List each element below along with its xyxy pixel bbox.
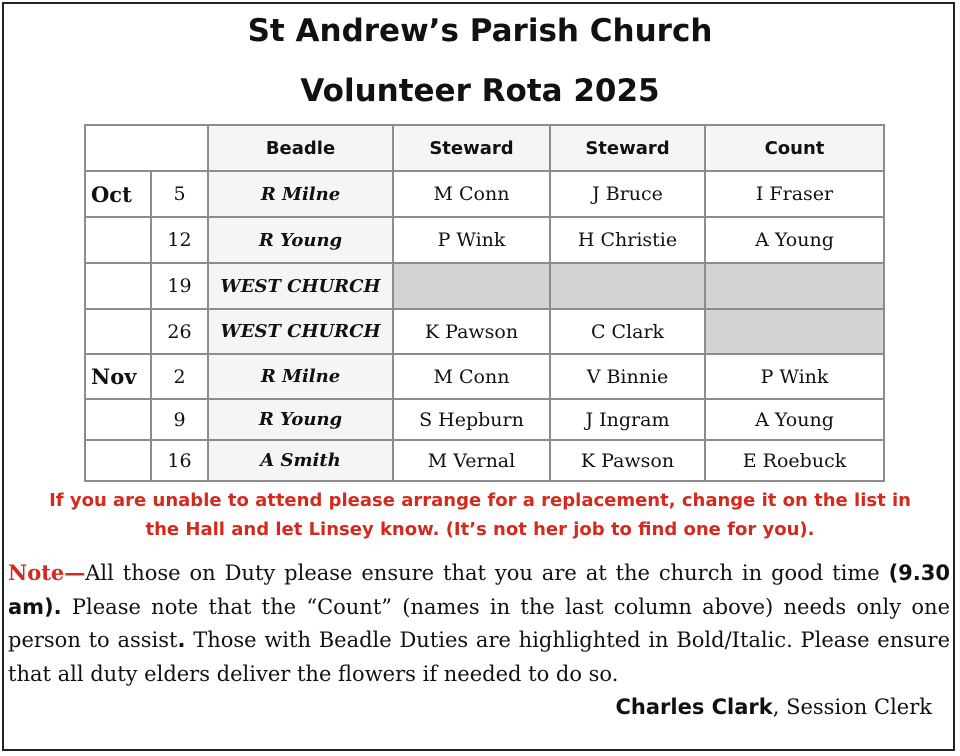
date-cell: 2: [151, 354, 208, 399]
header-blank-cell: [85, 125, 208, 171]
rota-table: [84, 124, 885, 482]
table-row: [85, 263, 884, 309]
date-cell: 19: [151, 263, 208, 309]
date-cell: 9: [151, 399, 208, 440]
table-row: [85, 217, 884, 263]
steward-2-cell: J Bruce: [550, 171, 705, 217]
steward-1-cell: P Wink: [393, 217, 550, 263]
month-cell: [85, 263, 151, 309]
steward-2-cell: H Christie: [550, 217, 705, 263]
rota-title: Volunteer Rota 2025: [300, 73, 660, 109]
column-header-steward-1: Steward: [393, 125, 550, 171]
steward-1-cell: M Vernal: [393, 440, 550, 481]
note-label: Note—: [8, 560, 86, 585]
signature-name: Charles Clark: [615, 695, 773, 720]
note-time: (9.30 am).: [8, 561, 950, 619]
table-row: [85, 354, 884, 399]
month-cell: Oct: [85, 171, 151, 217]
notice-line-1: If you are unable to attend please arrange for a replacement, change it on the list in: [49, 490, 911, 511]
table-row: [85, 171, 884, 217]
column-header-steward-2: Steward: [550, 125, 705, 171]
notice-line-2: the Hall and let Linsey know. (It’s not her job to find one for you).: [145, 519, 815, 540]
steward-1-cell: M Conn: [393, 354, 550, 399]
beadle-cell: R Milne: [208, 171, 393, 217]
steward-2-cell: V Binnie: [550, 354, 705, 399]
table-header-row: [85, 125, 884, 171]
steward-1-cell: M Conn: [393, 171, 550, 217]
column-header-beadle: Beadle: [208, 125, 393, 171]
date-cell: 16: [151, 440, 208, 481]
table-row: [85, 440, 884, 481]
count-cell: I Fraser: [705, 171, 884, 217]
note-text-2: Please note that the “Count” (names in the last column above) needs only one person to assist: [8, 594, 950, 653]
count-cell: P Wink: [705, 354, 884, 399]
steward-2-cell: C Clark: [550, 309, 705, 354]
beadle-cell: A Smith: [208, 440, 393, 481]
beadle-cell: WEST CHURCH: [208, 263, 393, 309]
steward-2-cell: K Pawson: [550, 440, 705, 481]
date-cell: 5: [151, 171, 208, 217]
month-cell: [85, 217, 151, 263]
steward-2-cell: J Ingram: [550, 399, 705, 440]
church-title: St Andrew’s Parish Church: [247, 13, 713, 49]
beadle-cell: R Milne: [208, 354, 393, 399]
month-cell: [85, 440, 151, 481]
count-cell-shaded: [705, 263, 884, 309]
month-cell: Nov: [85, 354, 151, 399]
beadle-cell: R Young: [208, 217, 393, 263]
signature-role: , Session Clerk: [772, 695, 932, 720]
duty-note: [8, 556, 950, 725]
note-period: .: [177, 628, 186, 653]
month-cell: [85, 309, 151, 354]
count-cell: E Roebuck: [705, 440, 884, 481]
note-text-1: All those on Duty please ensure that you are at the church in good time: [85, 561, 889, 585]
steward-1-cell: K Pawson: [393, 309, 550, 354]
replacement-notice: [0, 486, 960, 544]
count-cell: A Young: [705, 217, 884, 263]
steward-1-cell: S Hepburn: [393, 399, 550, 440]
date-cell: 12: [151, 217, 208, 263]
table-row: [85, 399, 884, 440]
table-row: [85, 309, 884, 354]
column-header-count: Count: [705, 125, 884, 171]
signature: [615, 691, 932, 725]
count-cell-shaded: [705, 309, 884, 354]
steward-1-cell-shaded: [393, 263, 550, 309]
steward-2-cell-shaded: [550, 263, 705, 309]
month-cell: [85, 399, 151, 440]
date-cell: 26: [151, 309, 208, 354]
beadle-cell: R Young: [208, 399, 393, 440]
beadle-cell: WEST CHURCH: [208, 309, 393, 354]
note-text-3: Those with Beadle Duties are highlighted in Bold/Italic. Please ensure that all duty elders deliver the flowers if needed to do so.: [8, 628, 950, 686]
count-cell: A Young: [705, 399, 884, 440]
